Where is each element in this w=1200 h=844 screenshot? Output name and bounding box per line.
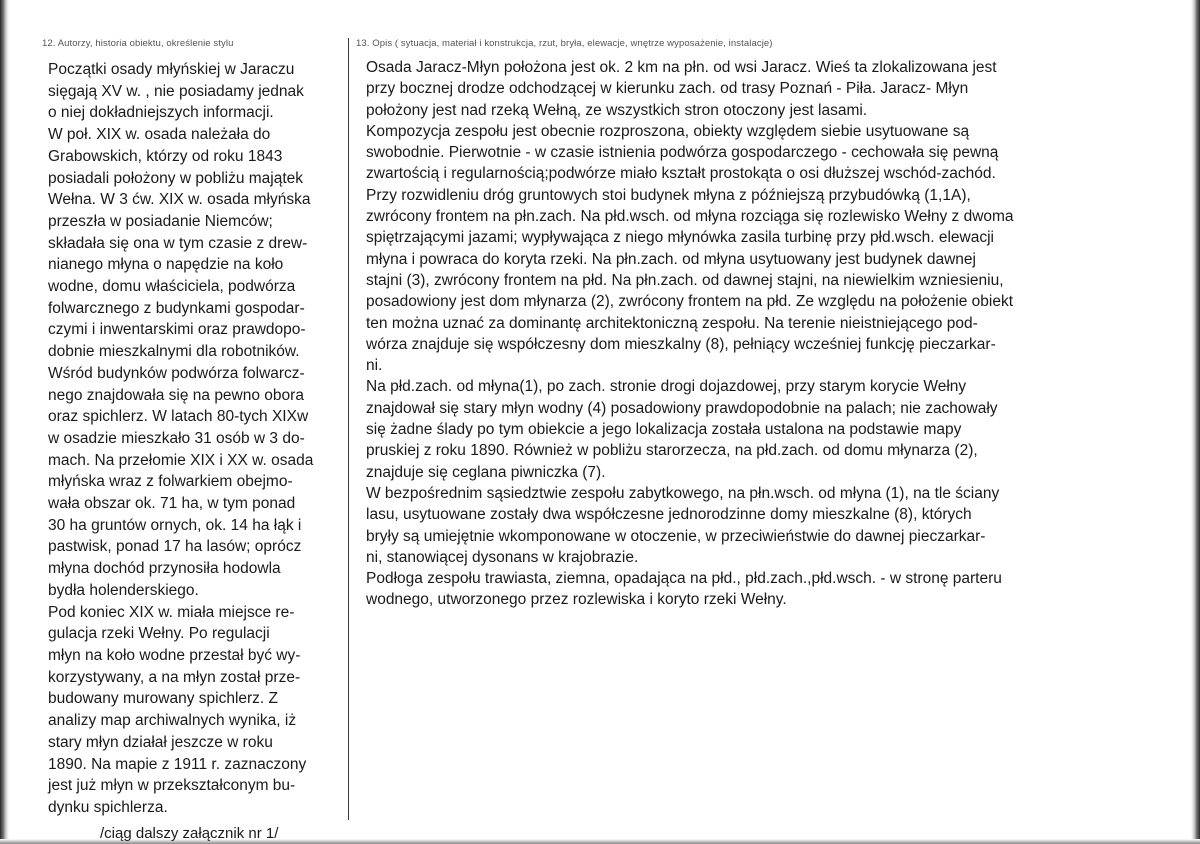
history-text-line: folwarcznego z budynkami gospodar- (48, 299, 305, 317)
history-text-line: nianego młyna o napędzie na koło (48, 256, 284, 274)
description-text-line: znajdował się stary młyn wodny (4) posadowiony prawdopodobnie na palach; nie zachowały (366, 399, 998, 417)
description-text-line: ni. (366, 357, 383, 375)
description-text-line: bryły są umiejętnie wkomponowane w otoczenie, w przeciwieństwie do dawnej pieczarkar- (366, 527, 986, 545)
history-text-line: 1890. Na mapie z 1911 r. zaznaczony (48, 755, 307, 773)
history-text-line: czymi i inwentarskimi oraz prawdopo- (48, 321, 306, 339)
history-text-line: Wełna. W 3 ćw. XIX w. osada młyńska (48, 191, 311, 209)
description-text-line: ni, stanowiącej dysonans w krajobrazie. (366, 548, 639, 566)
history-text-line: mach. Na przełomie XIX i XX w. osada (48, 451, 314, 469)
description-text-line: zwartością i regularnością;podwórze miało kształt prostokąta o osi dłuższej wschód-zachód. (366, 165, 996, 183)
history-text-line: Grabowskich, którzy od roku 1843 (48, 147, 283, 165)
description-text-line: Przy rozwidleniu dróg gruntowych stoi budynek młyna z późniejszą przybudówką (1,1A), (366, 186, 971, 204)
description-text-line: spiętrzającymi jazami; wypływająca z niego młynówka zasila turbinę przy płd.wsch. elewacji (366, 229, 994, 247)
history-text-line: sięgają XV w. , nie posiadamy jednak (48, 82, 304, 100)
history-text-line: 30 ha gruntów ornych, ok. 14 ha łąk i (48, 516, 302, 534)
description-text-line: ten można uznać za dominantę architektoniczną zespołu. Na terenie nieistniejącego pod- (366, 314, 978, 332)
description-text-line: W bezpośrednim sąsiedztwie zespołu zabytkowego, na płn.wsch. od młyna (1), na tle ściany (366, 484, 1000, 502)
history-text-line: składała się ona w tym czasie z drew- (48, 234, 308, 252)
history-text-line: o niej dokładniejszych informacji. (48, 104, 274, 122)
history-text-line: bydła holenderskiego. (48, 581, 199, 599)
history-text-line: korzystywany, a na młyn został prze- (48, 668, 301, 686)
scan-edge-left (0, 0, 9, 844)
history-text-line: w osadzie mieszkało 31 osób w 3 do- (48, 429, 305, 447)
description-text-line: znajduje się ceglana piwniczka (7). (366, 463, 606, 481)
history-text-line: dobnie mieszkalnymi dla robotników. (48, 343, 300, 361)
history-text-line: nego znajdowała się na pewno obora (48, 386, 304, 404)
description-text-line: stajni (3), zwrócony frontem na płd. Na płn.zach. od dawnej stajni, na niewielkim wzniesieniu, (366, 271, 1004, 289)
description-text-line: Podłoga zespołu trawiasta, ziemna, opadająca na płd., płd.zach.,płd.wsch. - w stronę parteru (366, 570, 1002, 588)
history-text-line: wodne, domu właściciela, podwórza (48, 278, 296, 296)
history-text-line: młyna dochód przynosiła hodowla (48, 560, 281, 578)
history-text-line: Początki osady młyńskiej w Jaraczu (48, 61, 295, 78)
description-text-line: lasu, usytuowane zostały dwa współczesne jednorodzinne domy mieszkalne (8), których (366, 506, 972, 524)
history-text-line: posiadali położony w pobliżu majątek (48, 169, 304, 187)
description-text-line: położony jest nad rzeką Wełną, ze wszystkich stron otoczony jest lasami. (366, 101, 868, 119)
history-text-line: jest już młyn w przekształconym bu- (48, 777, 296, 795)
description-column (366, 57, 1116, 611)
history-text-line: gulacja rzeki Wełny. Po regulacji (48, 625, 270, 643)
description-text-line: wodnego, utworzonego przez rozlewiska i koryto rzeki Wełny. (366, 591, 787, 609)
description-text-line: się żadne ślady po tym obiekcie a jego lokalizacja została ustalona na podstawie mapy (366, 421, 962, 439)
history-text-line: młyńska wraz z folwarkiem obejmo- (48, 473, 293, 491)
section-13-header: 13. Opis ( sytuacja, materiał i konstrukcja, rzut, bryła, elewacje, wnętrze wyposażenie, instalacje) (356, 38, 773, 49)
history-text-line: stary młyn działał jeszcze w roku (48, 733, 273, 751)
section-12-header: 12. Autorzy, historia obiektu, określenie stylu (42, 38, 234, 49)
description-text-line: zwrócony frontem na płn.zach. Na płd.wsch. od młyna rozciąga się rozlewisko Wełny z dwoma (366, 208, 1014, 226)
continuation-note: /ciąg dalszy załącznik nr 1/ (100, 824, 279, 842)
history-text-line: oraz spichlerz. W latach 80-tych XIXw (48, 408, 309, 426)
history-text-line: dynku spichlerza. (48, 798, 168, 816)
description-text-line: Kompozycja zespołu jest obecnie rozproszona, obiekty względem siebie usytuowane są (366, 122, 970, 140)
history-text-line: Wśród budynków podwórza folwarcz- (48, 364, 305, 382)
column-divider (348, 38, 349, 820)
history-text-line: Pod koniec XIX w. miała miejsce re- (48, 603, 295, 621)
description-text-line: posadowiony jest dom młynarza (2), zwrócony frontem na płd. Ze względu na położenie obiekt (366, 293, 1014, 311)
scan-edge-right (1191, 0, 1200, 844)
history-text-line: W poł. XIX w. osada należała do (48, 126, 271, 144)
history-text-line: wała obszar ok. 71 ha, w tym ponad (48, 495, 296, 513)
history-text-line: przeszła w posiadanie Niemców; (48, 212, 273, 230)
description-text-line: Na płd.zach. od młyna(1), po zach. stronie drogi dojazdowej, przy starym korycie Wełny (366, 378, 967, 396)
history-text-line: pastwisk, ponad 17 ha lasów; oprócz (48, 538, 302, 556)
description-text-line: swobodnie. Pierwotnie - w czasie istnienia podwórza gospodarczego - cechowała się pewną (366, 144, 999, 162)
history-text-line: budowany murowany spichlerz. Z (48, 690, 279, 708)
history-text-line: młyn na koło wodne przestał być wy- (48, 646, 301, 664)
description-text-line: młyna i powraca do koryta rzeki. Na płn.zach. od młyna usytuowany jest budynek dawnej (366, 250, 976, 268)
description-text-line: wórza znajduje się współczesny dom mieszkalny (8), pełniący wcześniej funkcję pieczarkar- (366, 335, 996, 353)
history-text-line: analizy map archiwalnych wynika, iż (48, 712, 297, 730)
description-text-line: przy bocznej drodze odchodzącej w kierunku zach. od trasy Poznań - Piła. Jaracz- Młyn (366, 80, 969, 98)
description-text-line: pruskiej z roku 1890. Również w pobliżu starorzecza, na płd.zach. od domu młynarza (2), (366, 442, 978, 460)
history-column (48, 59, 348, 844)
description-text-line: Osada Jaracz-Młyn położona jest ok. 2 km na płn. od wsi Jaracz. Wieś ta zlokalizowana jest (366, 59, 997, 76)
